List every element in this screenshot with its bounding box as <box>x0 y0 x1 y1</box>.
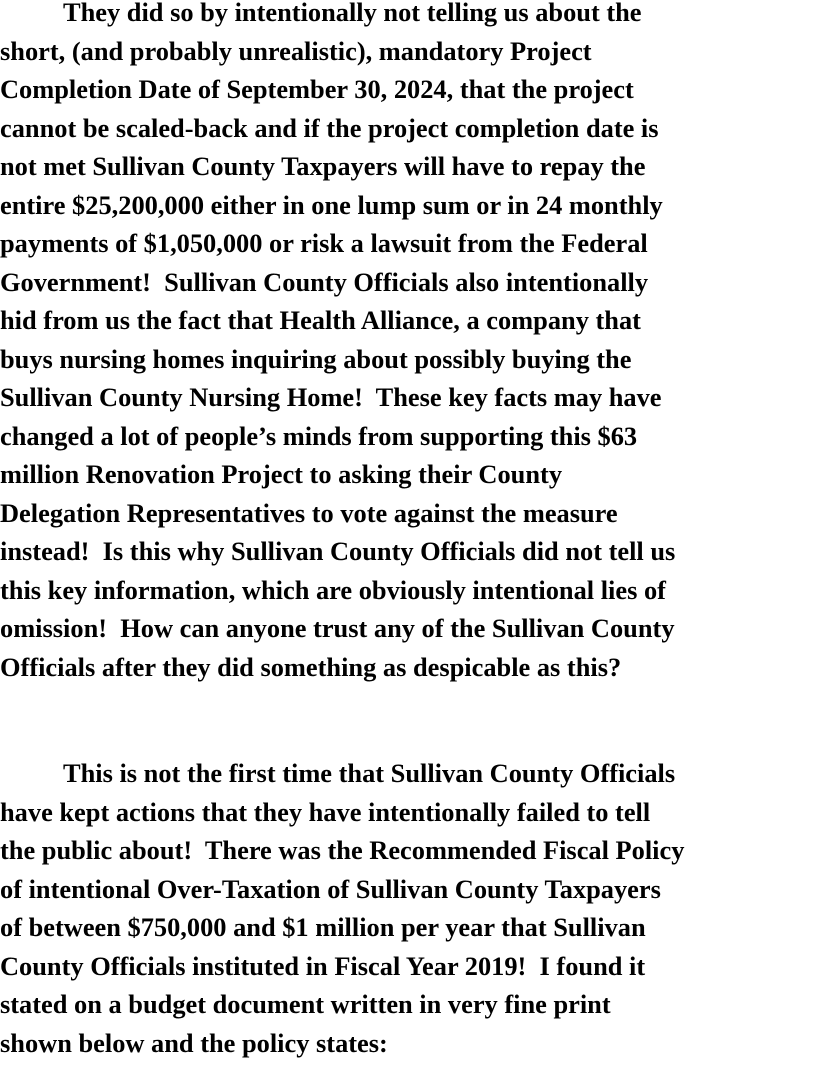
text-line: have kept actions that they have intentionally failed to tell <box>0 796 651 827</box>
text-line: Government! Sullivan County Officials also intentionally <box>0 266 649 297</box>
text-line: instead! Is this why Sullivan County Officials did not tell us <box>0 536 676 566</box>
text-line: not met Sullivan County Taxpayers will have to repay the <box>0 151 646 181</box>
paragraph-2 <box>0 754 684 1062</box>
text-line: This is not the first time that Sullivan County Officials <box>63 758 676 788</box>
text-line: million Renovation Project to asking their County <box>0 459 563 489</box>
text-line: short, (and probably unrealistic), mandatory Project <box>0 35 592 66</box>
text-line: payments of $1,050,000 or risk a lawsuit from the Federal <box>0 228 648 258</box>
text-line: County Officials instituted in Fiscal Year 2019! I found it <box>0 950 646 981</box>
text-line: hid from us the fact that Health Alliance, a company that <box>0 305 641 335</box>
text-line: cannot be scaled-back and if the project completion date is <box>0 112 659 143</box>
text-line: Delegation Representatives to vote against the measure <box>0 497 618 528</box>
text-line: stated on a budget document written in very fine print <box>0 989 611 1019</box>
text-line: They did so by intentionally not telling us about the <box>63 0 642 27</box>
text-line: of intentional Over-Taxation of Sullivan County Taxpayers <box>0 873 661 904</box>
text-line: Officials after they did something as despicable as this? <box>0 651 622 682</box>
text-line: of between $750,000 and $1 million per year that Sullivan <box>0 912 646 942</box>
text-line: changed a lot of people’s minds from supporting this $63 <box>0 420 638 451</box>
text-line: the public about! There was the Recommended Fiscal Policy <box>0 835 685 865</box>
text-line: Completion Date of September 30, 2024, that the project <box>0 74 634 104</box>
text-line: shown below and the policy states: <box>0 1027 388 1058</box>
text-line: this key information, which are obviously intentional lies of <box>0 574 666 605</box>
text-line: buys nursing homes inquiring about possibly buying the <box>0 343 632 374</box>
text-line: omission! How can anyone trust any of the Sullivan County <box>0 613 675 643</box>
text-line: Sullivan County Nursing Home! These key facts may have <box>0 382 662 412</box>
text-line: entire $25,200,000 either in one lump sum or in 24 monthly <box>0 189 663 220</box>
